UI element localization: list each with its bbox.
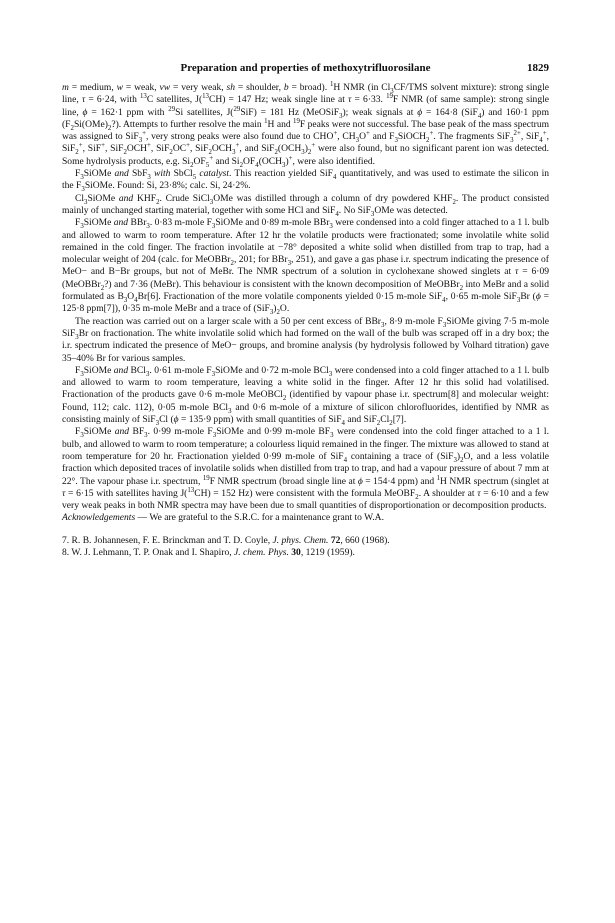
acknowledgements: Acknowledgements — We are grateful to the S.R.C. for a maintenance grant to W.A.	[62, 512, 384, 524]
reference-item: 8. W. J. Lehmann, T. P. Onak and I. Shapiro, J. chem. Phys. 30, 1219 (1959).	[62, 546, 355, 558]
reference-item: 7. R. B. Johannesen, F. E. Brinckman and T. D. Coyle, J. phys. Chem. 72, 660 (1968).	[62, 534, 390, 546]
body-paragraph: $F_3SiOMe$ and BCl$_3$. 0·61 m-mole $F_3SiOMe$ and 0·72 m-mole BCl$_3$ were condensed into a cold finger attached to a 1 l. bulb and allowed to warm to room temperature, leaving a white solid in the finger. After 12 hr this solid had volatilised. Fractionation of the products gave 0·6 m-mole MeOBCl$_2$ (identified by vapour phase i.r. spectrum[8] and molecular weight: Found, 112; calc. 112), 0·05 m-mole BCl$_3$ and 0·6 m-mole of a mixture of silicon chlorofluorides, identified by NMR as consisting mainly of SiF$_3$Cl (ϕ = 135·9 ppm) with small quantities of SiF$_4$ and $SiF_2Cl_2[7]$.	[62, 364, 550, 427]
body-paragraph: $Cl_3SiOMe$ and $KHF_2$. Crude SiCl$_3$OMe was distilled through a column of dry powdered $KHF_2$. The product consisted mainly of unchanged starting material, together with some HCl and SiF$_4$. No SiF$_3$OMe was detected.	[62, 192, 549, 218]
body-paragraph: $F_3SiOMe$ and $BF_3$. 0·99 m-mole $F_3SiOMe$ and 0·99 m-mole $BF_3$ were condensed into the cold finger attached to a 1 l. bulb, and allowed to warm to room temperature; a colourless liquid remained in the finger. The mixture was allowed to stand at room temperature for 20 hr. Fractionation yielded 0·99 m-mole of SiF$_4$ containing a trace of $(SiF_3)_2O$, and a less volatile fraction which deposited traces of involatile solids when distilled from trap to trap, and had a vapour pressure of about 7 mm at 22°. The vapour phase i.r. spectrum, $^{19}$F NMR spectrum (broad single line at ϕ = 154·4 ppm) and $^1$H NMR spectrum (singlet at τ = 6·15 with satellites having J($^{13}$CH) = 152 Hz) were consistent with the formula MeOBF$_2$. A shoulder at τ = 6·10 and a few very weak peaks in both NMR spectra may have been due to small quantities of disproportionation or decomposition products.	[62, 426, 550, 512]
reference-list	[62, 535, 549, 560]
body-paragraph: $F_3SiOMe$ and BBr$_3$. 0·83 m-mole $F_3SiOMe$ and 0·89 m-mole BBr$_3$ were condensed into a cold finger attached to a 1 l. bulb and allowed to warm to room temperature. After 12 hr the volatile products were fractionated; some involatile white solid remained in the cold finger. The fraction involatile at −78° deposited a white solid when distilled from trap to trap, had a molecular weight of 204 (calc. for MeOBBr$_2$, 201; for BBr$_3$, 251), and gave a gas phase i.r. spectrum indicating the presence of MeO− and B−Br groups, but not of MeBr. The NMR spectrum of a solution in cyclohexane showed singlets at τ = 6·09 (MeOBBr$_2$?) and 7·36 (MeBr). This behaviour is consistent with the known decomposition of MeOBBr$_2$ into MeBr and a solid formulated as $B_3O_4Br[6]$. Fractionation of the more volatile components yielded 0·15 m-mole SiF$_4$, 0·65 m-mole SiF$_3$Br (ϕ = 125·8 ppm[7]), 0·35 m-mole MeBr and a trace of $(SiF_3)_2O$.	[62, 217, 549, 317]
journal-page	[62, 62, 549, 559]
paragraph-list	[62, 82, 549, 512]
body-paragraph: $F_3SiOMe$ and SbF$_3$ with SbCl$_5$ catalyst. This reaction yielded SiF$_4$ quantitatively, and was used to estimate the silicon in the $F_3SiOMe$. Found: Si, 23·8%; calc. Si, 24·2%.	[62, 168, 550, 194]
article-body	[62, 82, 549, 559]
body-paragraph: m = medium, w = weak, vw = very weak, sh = shoulder, b = broad). $^1$H NMR (in $Cl_3CF$/TMS solvent mixture): strong single line, τ = 6·24, with $^{13}$C satellites, J($^{13}$CH) = 147 Hz; weak single line at τ = 6·33. $^{19}$F NMR (of same sample): strong single line, ϕ = 162·1 ppm with $^{29}$Si satellites, J($^{29}$SiF) = 181 Hz (MeOSiF$_3$); weak signals at ϕ = 164·8 (SiF$_4$) and 160·1 ppm $(F_2Si(OMe)_2?)$. Attempts to further resolve the main $^1$H and $^{19}$F peaks were not successful. The base peak of the mass spectrum was assigned to SiF$_3$+, very strong peaks were also found due to CHO+, $CH_3O^+$ and $F_3SiOCH_2^+$. The fragments SiF$_3^{2+}$, SiF$_4$+, SiF$_2$+, SiF+, SiF$_2$OCH+, SiF$_2$OC+, $SiF_2OCH_3^+$, and $SiF_2(OCH_3)_2^+$ were also found, but no significant parent ion was detected. Some hydrolysis products, e.g. $Si_2OF_5^+$ and $Si_2OF_4(OCH_3)^+$, were also identified.	[62, 80, 550, 169]
running-title: Preparation and properties of methoxytrifluorosilane	[180, 62, 431, 74]
page-header	[62, 62, 549, 80]
body-paragraph: The reaction was carried out on a larger scale with a 50 per cent excess of BBr$_3$, 8·9 m-mole $F_3SiOMe$ giving 7·5 m-mole SiF$_3$Br on fractionation. The white involatile solid which had formed on the wall of the bulb was scraped off in a dry box; the i.r. spectrum indicated the presence of MeO− groups, and bromine analysis (by hydrolysis followed by Volhard titration) gave 35–40% Br for various samples.	[62, 315, 550, 364]
page-number: 1829	[527, 62, 549, 74]
